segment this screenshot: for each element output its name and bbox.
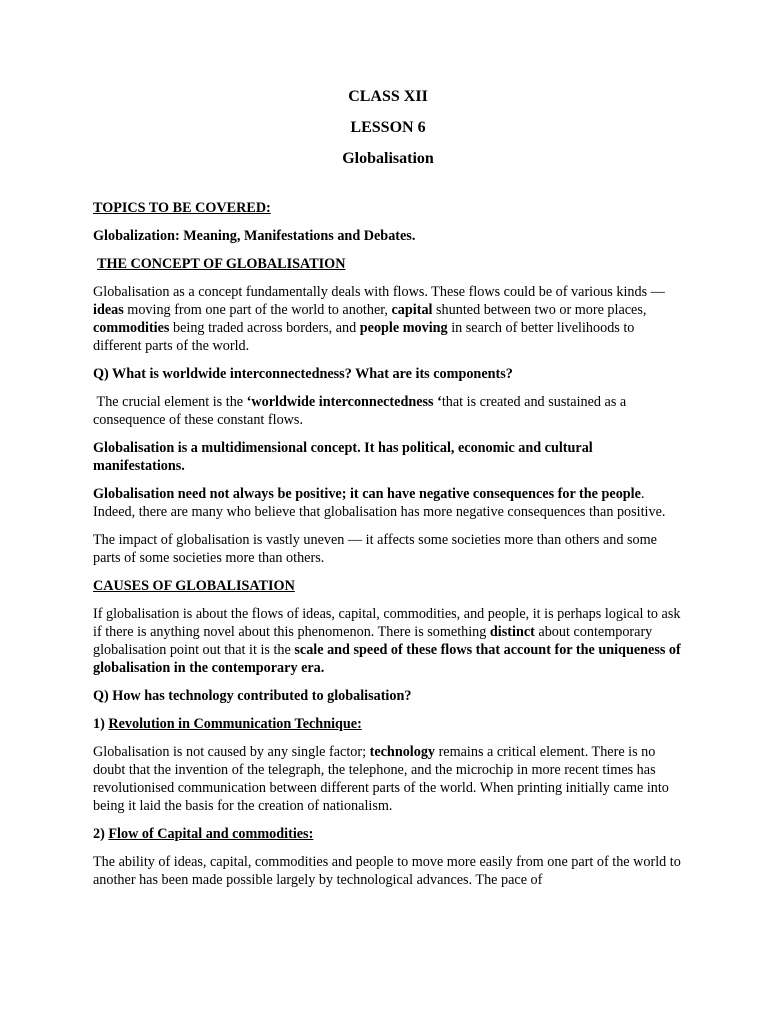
text-run: Globalisation as a concept fundamentally deals with flows. These flows could be of various kinds — xyxy=(93,284,665,300)
topics-heading xyxy=(93,199,683,217)
text-run: If globalisation is about the flows of ideas, capital, commodities, and people, it is perhaps logical to ask if there is anything novel about this phenomenon. There is something xyxy=(93,606,681,640)
text-run: in search of better livelihoods to different parts of the world. xyxy=(93,320,635,354)
bold-run: people moving xyxy=(359,320,448,336)
topics-heading-text: TOPICS TO BE COVERED: xyxy=(93,200,271,216)
causes-heading-text: CAUSES OF GLOBALISATION xyxy=(93,578,295,594)
subheading-number: 1) xyxy=(93,716,109,732)
document-title: Globalisation xyxy=(342,150,434,167)
bold-run: ideas xyxy=(93,302,124,318)
class-heading: CLASS XII xyxy=(348,88,428,105)
causes-heading xyxy=(93,577,683,595)
subheading-title: Flow of Capital and commodities: xyxy=(108,826,314,842)
concept-paragraph-1 xyxy=(93,283,683,355)
causes-paragraph-2 xyxy=(93,743,683,815)
text-run: Globalisation is not caused by any single factor; xyxy=(93,744,370,760)
bold-run: ‘worldwide interconnectedness ‘ xyxy=(246,394,442,410)
text-run: shunted between two or more places, xyxy=(432,302,647,318)
text-run: that is created and sustained as a consequence of these constant flows. xyxy=(93,394,627,428)
lesson-heading: LESSON 6 xyxy=(350,119,426,136)
bold-run: technology xyxy=(369,744,436,760)
causes-paragraph-3: The ability of ideas, capital, commodities and people to move more easily from one part of the world to another has been made possible largely by technological advances. The pace of xyxy=(93,854,681,888)
document-page xyxy=(93,87,683,899)
text-run: about contemporary globalisation point out that it is the xyxy=(93,624,653,658)
text-run: The crucial element is the xyxy=(93,394,247,410)
text-run: remains a critical element. There is no doubt that the invention of the telegraph, the telephone, and the microchip in more recent times has revolutionised communication between different parts of the world. When printing initially came into being it laid the basis for the creation of nationalism. xyxy=(93,744,669,814)
text-run: . Indeed, there are many who believe that globalisation has more negative consequences than positive. xyxy=(93,486,666,520)
topics-text xyxy=(93,227,683,245)
question-1 xyxy=(93,365,683,383)
bold-run: scale and speed of these flows that account for the uniqueness of globalisation in the contemporary era. xyxy=(93,642,681,676)
subheading-number: 2) xyxy=(93,826,109,842)
causes-paragraph-1 xyxy=(93,605,683,677)
text-run: moving from one part of the world to another, xyxy=(123,302,392,318)
bold-run: capital xyxy=(391,302,433,318)
bold-run: Globalisation is a multidimensional concept. It has political, economic and cultural manifestations. xyxy=(93,440,593,474)
concept-paragraph-3 xyxy=(93,439,683,475)
concept-paragraph-4 xyxy=(93,485,683,521)
concept-heading xyxy=(93,255,683,273)
concept-heading-text: THE CONCEPT OF GLOBALISATION xyxy=(97,256,346,272)
concept-paragraph-5: The impact of globalisation is vastly uneven — it affects some societies more than others and some parts of some societies more than others. xyxy=(93,532,657,566)
subheading-1 xyxy=(93,715,683,733)
text-run: being traded across borders, and xyxy=(169,320,360,336)
concept-paragraph-2 xyxy=(93,393,683,429)
bold-run: distinct xyxy=(489,624,535,640)
subheading-title: Revolution in Communication Technique: xyxy=(108,716,362,732)
question-2-text: Q) How has technology contributed to globalisation? xyxy=(93,688,412,704)
bold-run: Globalisation need not always be positive; it can have negative consequences for the people xyxy=(93,486,641,502)
subheading-2 xyxy=(93,825,683,843)
bold-run: commodities xyxy=(93,320,170,336)
topics-text-bold: Globalization: Meaning, Manifestations and Debates. xyxy=(93,228,416,244)
question-2 xyxy=(93,687,683,705)
question-1-text: Q) What is worldwide interconnectedness? What are its components? xyxy=(93,366,513,382)
